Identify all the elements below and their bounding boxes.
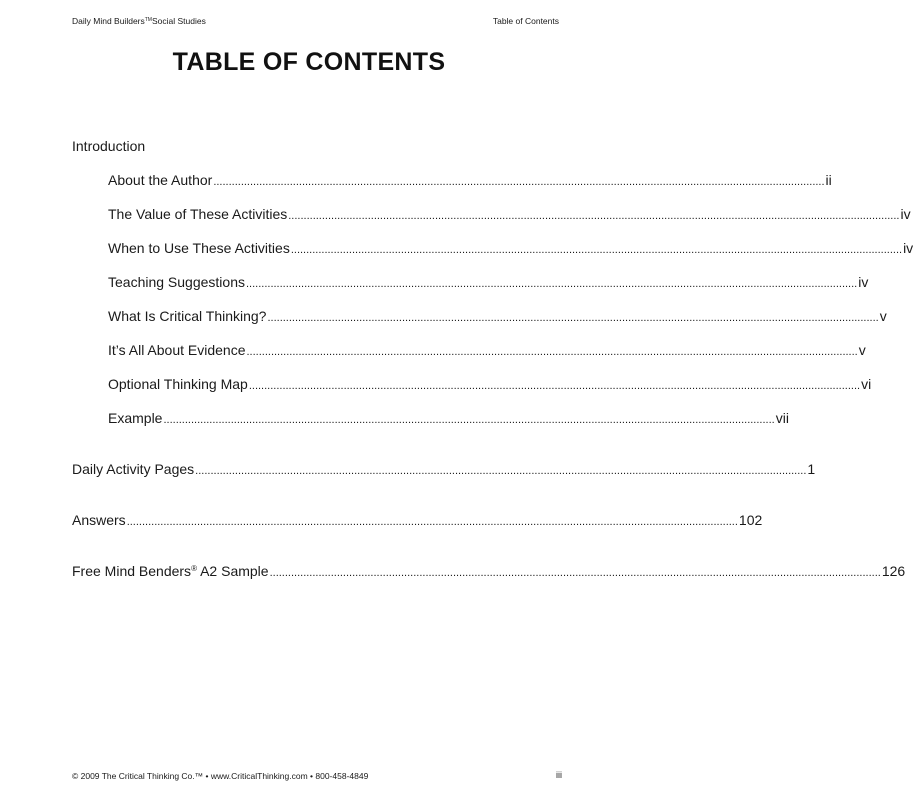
toc-entry-page: v bbox=[879, 308, 887, 324]
toc-entry[interactable] bbox=[108, 274, 869, 290]
toc-entry-page: iv bbox=[858, 274, 869, 290]
toc-section-label: Answers bbox=[72, 512, 126, 528]
toc-entry-page: vi bbox=[861, 376, 872, 392]
toc-entry-label: It’s All About Evidence bbox=[108, 342, 246, 358]
toc-section-label: Daily Activity Pages bbox=[72, 461, 195, 477]
toc-entry-page: iv bbox=[903, 240, 913, 256]
toc-entry-label: Optional Thinking Map bbox=[108, 376, 248, 392]
dot-leader: ........................................................................................................................................................................................................ bbox=[195, 465, 807, 477]
toc-section-page: 126 bbox=[881, 563, 906, 579]
toc-entry-label: Example bbox=[108, 410, 163, 426]
toc-entry-page: iv bbox=[900, 206, 911, 222]
toc-section-page: 102 bbox=[738, 512, 763, 528]
toc-entry-page: vii bbox=[775, 410, 789, 426]
dot-leader: ........................................................................................................................................................................................................ bbox=[126, 516, 738, 528]
page-title: TABLE OF CONTENTS bbox=[172, 48, 446, 76]
registered-mark: ® bbox=[191, 564, 197, 573]
dot-leader: ........................................................................................................................................................................................................ bbox=[290, 244, 903, 256]
toc-entry[interactable] bbox=[108, 308, 887, 324]
toc-entry[interactable] bbox=[108, 240, 913, 256]
book-title: Daily Mind Builders bbox=[72, 16, 145, 26]
toc-entry-page: ii bbox=[825, 172, 832, 188]
toc-entry-label: What Is Critical Thinking? bbox=[108, 308, 267, 324]
toc-entry[interactable] bbox=[108, 410, 789, 426]
toc-entry-label: About the Author bbox=[108, 172, 213, 188]
trademark-mark: TM bbox=[144, 17, 152, 23]
dot-leader: ........................................................................................................................................................................................................ bbox=[288, 210, 900, 222]
toc-section-answers[interactable] bbox=[72, 512, 763, 528]
toc-entry[interactable] bbox=[108, 172, 832, 188]
toc-section-page: 1 bbox=[807, 461, 816, 477]
footer-page-number: iii bbox=[556, 770, 562, 780]
toc-entry-page: v bbox=[858, 342, 866, 358]
toc-entry-label: The Value of These Activities bbox=[108, 206, 288, 222]
label-suffix: A2 Sample bbox=[196, 563, 269, 579]
toc-entry-label: When to Use These Activities bbox=[108, 240, 290, 256]
toc-entry[interactable] bbox=[108, 342, 866, 358]
dot-leader: ........................................................................................................................................................................................................ bbox=[248, 380, 861, 392]
toc-entry[interactable] bbox=[108, 206, 911, 222]
dot-leader: ........................................................................................................................................................................................................ bbox=[267, 312, 879, 324]
toc-section-label bbox=[72, 563, 269, 579]
toc-entry[interactable] bbox=[108, 376, 872, 392]
running-header-left bbox=[72, 16, 206, 26]
dot-leader: ........................................................................................................................................................................................................ bbox=[163, 414, 775, 426]
dot-leader: ........................................................................................................................................................................................................ bbox=[269, 567, 881, 579]
toc-entry-label: Teaching Suggestions bbox=[108, 274, 245, 290]
toc-section-free-mind-benders[interactable] bbox=[72, 563, 906, 579]
dot-leader: ........................................................................................................................................................................................................ bbox=[246, 278, 858, 290]
dot-leader: ........................................................................................................................................................................................................ bbox=[246, 346, 858, 358]
running-header-section: Table of Contents bbox=[492, 16, 559, 26]
dot-leader: ........................................................................................................................................................................................................ bbox=[213, 176, 825, 188]
introduction-heading: Introduction bbox=[72, 138, 146, 154]
toc-section-daily-activity-pages[interactable] bbox=[72, 461, 816, 477]
label-text: Free Mind Benders bbox=[72, 563, 192, 579]
subject-name: Social Studies bbox=[151, 16, 206, 26]
footer-copyright: © 2009 The Critical Thinking Co.™ • www.CriticalThinking.com • 800-458-4849 bbox=[72, 771, 369, 781]
